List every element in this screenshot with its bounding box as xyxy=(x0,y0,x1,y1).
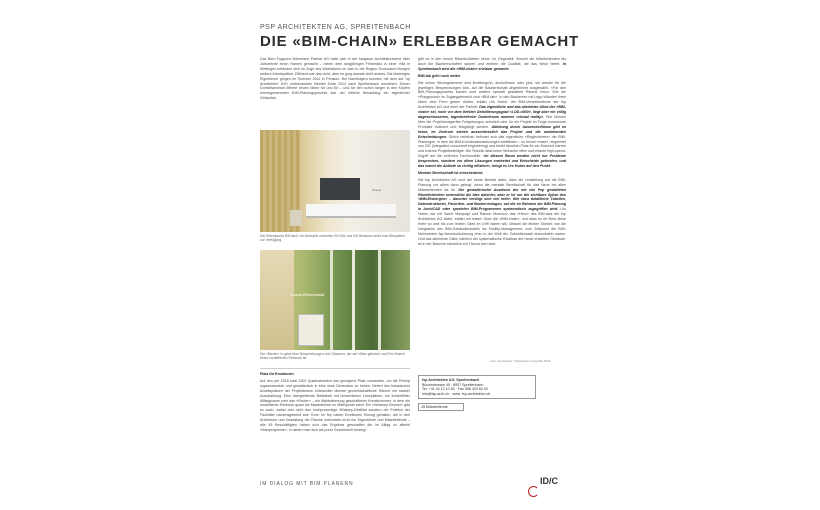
company-phone: Tel. +41 44 12 10 60 · Fax 056 429 60 00 xyxy=(422,387,488,392)
room-sign: Fauna Birkenwald xyxy=(290,292,325,297)
chair xyxy=(398,204,408,226)
column-1-intro xyxy=(260,57,410,103)
body-paragraph: Auf den per 2016 total 1400 Quadratmetern war genügend Platz vorhanden, um die Prinzip organisatorisch und gestalterisch in eine neue Dimension zu heben. Neben den klassischen Arbeitsplätzen der Projektteams entstanden diverse gemeinschaftliche Räume mit starker Ausstrahlung: Eine übergreifende Bibliothek mit hinsetzlichen Leseplätzen, ein lichterfüllter Mittagsraum oder das «Revier» – ein Waldstimmung geschaffenes Kreativzimmer, in dem ein modellierter Rehbock quasi als Maskottchen im Mittelpunkt steht. Ein «Whiskey-Zimmer» gibt es auch, wobei dort nicht das hochprozentige Whiskey-Destillat sondern der Farbton der Fachlitter namensgebend war. Kurz: Im fsp haben Emotionen Einzug gehalten, die in den Architektur und Gestaltung der Räume unterwärts nicht nur Eigentümer und Mitarbeitende – alle 45 Beschäftigten haben sich das Ergebnis geschaffen die im Alltag zu allerlei «Kampuspleine», in denen man sich als purer Gewohnheit bewegt. xyxy=(260,378,410,432)
glass-door xyxy=(260,250,294,350)
body-paragraph: Die neuen Sitzungszimmer sind limettengrün, dunkelbraun oder pink, sie werden für die jeweiligen Besprechungen bzw. auf die Bauherrschaft abgestimmt ausgewählt. «Für den BIM-Planungsprozess kamen zord weitere speziell gestaltete Räume hinzu: Wie die «Playground» im Zugangsbereich zum «BIM-lab». In den Bauherren mit Lego-Wänden ihren Ideen eine Form geben dürfen, erklärt Urs Huber, der BIM-Verantwortliche der fsp Architekten AG und einer der Partner. xyxy=(418,80,566,110)
body-paragraph: Hier können über die Projektionsgeräte Fortgebungen simuliert oder für ein Projekt im Folge kommende Produkte evaluiert und festgelegt werden. xyxy=(418,114,566,129)
emphasis: Das eigentliche und das allerletzte Glied der «BIM-chain» sei, noch vor dem tiefsten Detaillierungsgrad «LOD-n000», liegt aber ein völlig abgeschlossenes, tageslichtfreier Dunkelraum namens «virtual reality». xyxy=(418,105,566,119)
contact-box xyxy=(418,375,536,399)
divider xyxy=(260,368,410,369)
article-headline: DIE «BIM-CHAIN» ERLEBBAR GEMACHT xyxy=(260,33,579,50)
body-paragraph: Gleich nebenan befindet sich das eigentliche «Reglezimmer» der BIM-Planungen, in dem die BIM-Koordinationssitzungen stattfinden – so heisst «nase», abgeleitet von ICE (integrated concurrent engineering) und bietet räumlich Platz für ein Dutzend interne und externe Projektbeteiligte. Die Technik lässt keine Wünsche offen und erlaubt high-speed-Zugriff auf die externen Fachmodelle. xyxy=(418,134,566,159)
photo-credit: Foto: fsp-Kaspar | Tatistische Fotografie 2016 xyxy=(490,359,551,363)
company-address: Bünzerstrasse 45 · 8957 Spreitenbach xyxy=(422,382,484,387)
company-web[interactable]: info@fsp-arch.ch · www. fsp-architekten.ch xyxy=(422,391,491,396)
logo-text: ID/C xyxy=(540,476,558,486)
emphasis: Der gestalterische Ausdruck der mit viel Pep gestalteten Räumlichkeiten unterstützt die Idee dahinter, aber er ist nur die sichtbare Spitze des «BIM-Eisbergen» – darunter verbirgt sich viel mehr: Wie etwa detaillierte Tabellen, Datenstrukturen, Favoriten- und Bauherrenlagen, auf die im Rahmen der BIM-Planung in ArchiCAD oder spezielen BIM-Programmen systematisch zugegriffen wird. xyxy=(418,187,567,212)
section-heading: Mentale Bereitschaft ist entscheidend xyxy=(418,170,483,175)
intro-paragraph: Das Büro Fugazza Steinmann Partner AG hatte sich in der Aargauer Architekturszene über Jahrzehnte einen Namen gemacht – neben dem langjährigen Firmensitz in einer Villa in Wettingen befanden sich im Zuge des Wachstums im Jahr in der Region Grossraum-Nungen weitere Arbeitsplätze. Effizient war das nicht, aber es ging damals nicht anders. Die bisherigen Eigentümer gingen im Sommer 2011 in Pension. Bei Nachfolgern konnten mit dem auf "sp Architekten" AG» umbenannten Betrieb Ende 2014 nach Spreitenbach umziehen. Dieser Domizilwechsel öffnete neuen Ideen für und für – und für den schon länger in den Köpfen herumgeisternden BIM-Planungsprozess war der örtliche Neuanfang ein eigentlicher Glücksfall. xyxy=(260,57,410,101)
office-photo-1 xyxy=(260,130,410,232)
emphasis: In Spreitenbach wird die «BIM-chain» erlebbar gemacht. xyxy=(418,61,566,71)
footer-section-label: IM DIALOG MIT BIM PLANERN xyxy=(260,481,354,487)
birch-trunk xyxy=(352,250,355,350)
birch-trunk xyxy=(330,250,333,350)
photo-2-caption: Die «Bavier» in gänz über Besprechungen und Glasauer, der auf Vidéo geboten und Ein Himmel eines modellierten Rehbock ist. xyxy=(260,352,405,361)
door-sign: Düsser xyxy=(372,188,382,192)
chair xyxy=(290,210,302,226)
office-photo-2 xyxy=(260,250,410,350)
column-2 xyxy=(418,57,566,249)
partition-panel xyxy=(298,314,324,346)
wall-screen xyxy=(320,178,360,200)
birch-trunk xyxy=(378,250,381,350)
body-paragraph: gibt es in den neuen Räumlichkeiten keine. Im Gegenteil: Sowohl die Mitarbeitenden als auch die Bauherrschaften spüren und erleben die Qualität, die das Neue bietet. xyxy=(418,57,566,66)
company-name: fsp Architekten AG, Spreitenbach xyxy=(422,378,480,382)
column-1-lower xyxy=(260,372,410,435)
emphasis: «In diesem Raum werden nicht nur Probleme besprochen, sondern vor allem Lösungen erarbeitet und Entscheide gefunden, und das macht die Abläufe so richtig effizient», bringt es Urs Huber auf den Punkt. xyxy=(418,154,567,169)
emphasis: Ableitung durch Ausseneinflüsse gibt es keine, im Zentrum stehen ausschliesslich das Projekt und die anstehenden Entscheidungen. xyxy=(418,124,566,139)
conference-table xyxy=(306,204,396,218)
photo-1-caption: Der Brennpunkt 500-fach: Im Wohnpilz zwischen EH-Sitz und KB-Sessions steht zum Beispielen zur Verfügung. xyxy=(260,234,405,243)
section-heading: BIM-lab geht noch weiter xyxy=(418,73,461,78)
employee-count-badge: 45 Mitarbeitende xyxy=(418,403,464,411)
publication-logo xyxy=(540,476,560,497)
logo-circle-icon xyxy=(528,486,539,497)
section-heading: Platz für Emotionen xyxy=(260,372,294,376)
article-kicker: PSP ARCHITEKTEN AG, SPREITENBACH xyxy=(260,24,411,31)
body-paragraph: Urs Huber, der mit Samir Marquaja und Ramun Monnozz das «Herz» des BIM-labs der fsp Architekten AG bildet, erklärt mit leisem Stolz die «BIM-chain», und dass es ihr Büro diese Kette so weit bis zum letzten Glied im Griff haben will. Obwohl die letzten Glieder, wie die Integration des BIM-Gebäudemodells ins Facility-Management, zum Zeitpunkt der BIM-Mehrwerten fsp-Neustrukturierung eher in der Welt der Zukunftsmusik anzusiedeln waren. Und das allerletzte Glied, nämlich der systematische Rückbau der heute erstellten Gebäude, ist in der Branche sicherlich ein Thema sein wird. xyxy=(418,207,566,246)
body-paragraph: Die fsp Architekten AG sind der beste Beweis dafür, dass die Umstellung auf die BIM-Planung vor allem dann gelingt, wenn die mentale Bereitschaft für das Neue bei allen Mitarbeitenden da ist. xyxy=(418,177,566,192)
